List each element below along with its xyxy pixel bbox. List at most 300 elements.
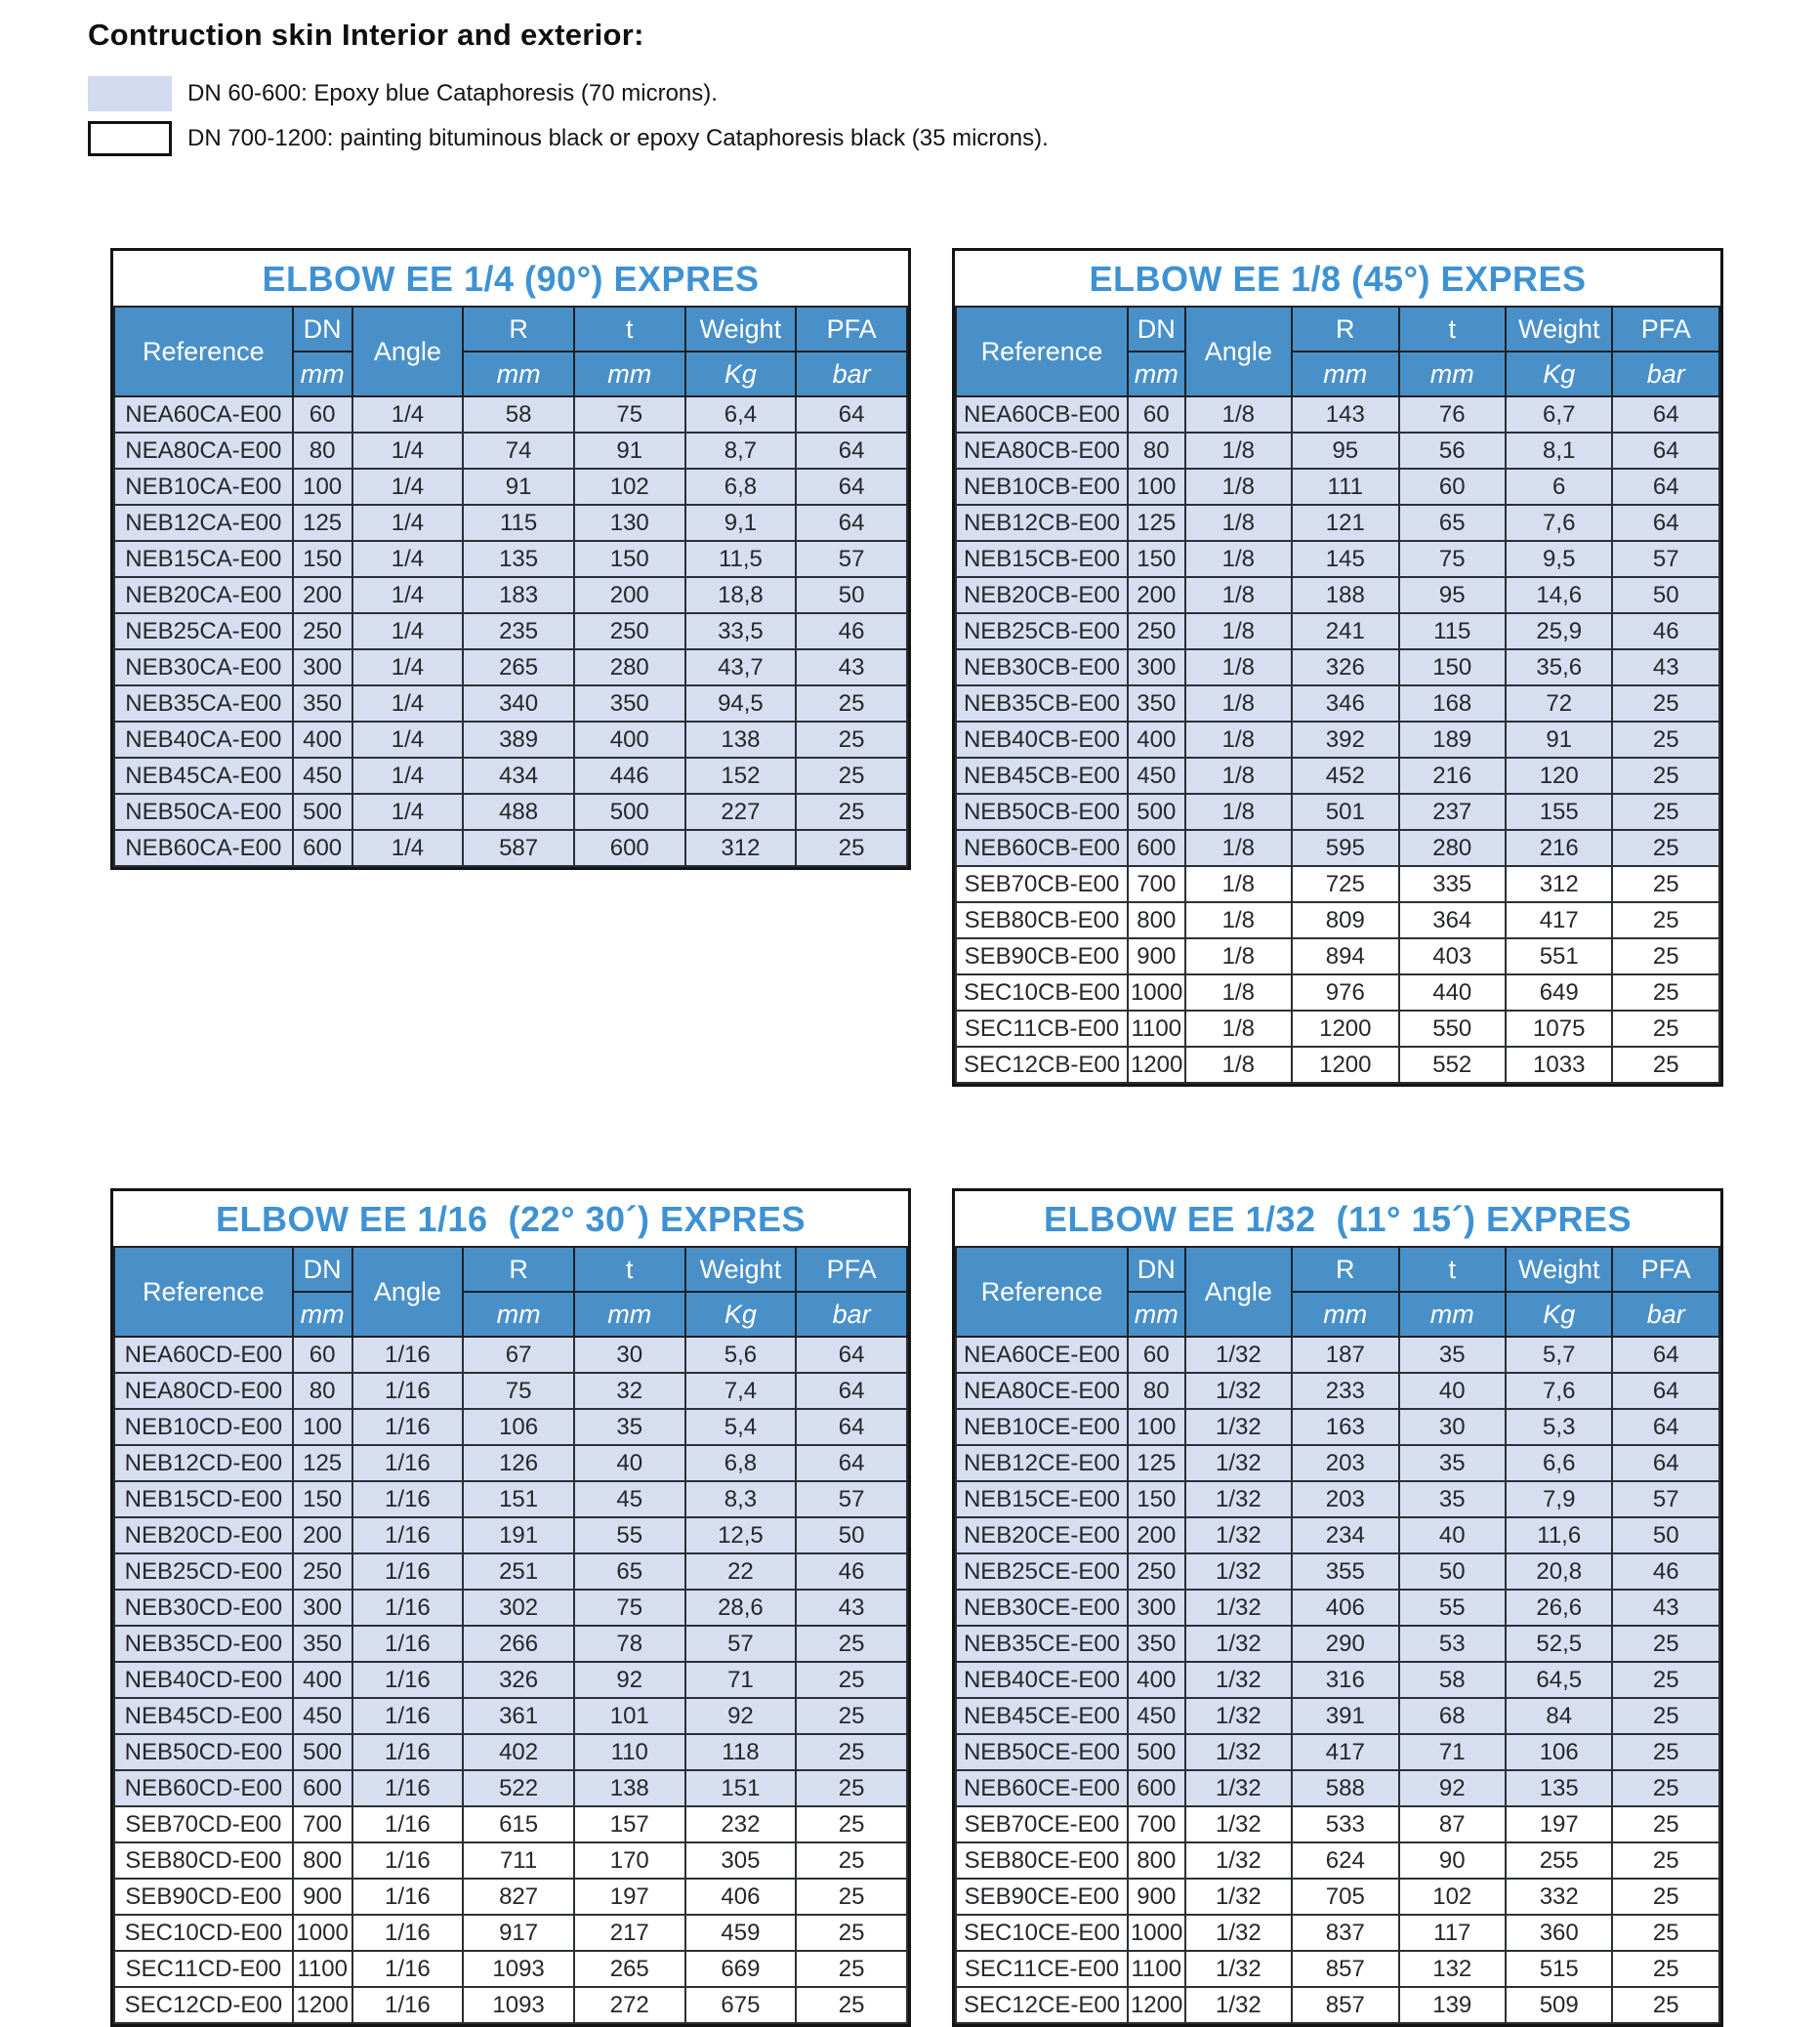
cell-weight: 312 — [685, 830, 797, 866]
cell-angle: 1/8 — [1185, 469, 1292, 505]
cell-pfa: 25 — [796, 1806, 907, 1842]
cell-weight: 649 — [1506, 974, 1612, 1011]
cell-r: 111 — [1292, 469, 1398, 505]
cell-weight: 18,8 — [685, 577, 797, 613]
cell-dn: 500 — [1128, 794, 1185, 830]
col-header-r: R — [463, 307, 574, 352]
cell-pfa: 25 — [1612, 938, 1719, 974]
table-row — [956, 1770, 1719, 1806]
col-unit-dn: mm — [1128, 352, 1185, 396]
cell-weight: 5,6 — [685, 1337, 797, 1373]
table-row — [114, 469, 907, 505]
table-row — [114, 1590, 907, 1626]
cell-r: 251 — [463, 1553, 574, 1590]
cell-t: 216 — [1399, 758, 1506, 794]
cell-t: 56 — [1399, 433, 1506, 469]
table-body — [956, 1337, 1719, 2023]
cell-t: 237 — [1399, 794, 1506, 830]
cell-pfa: 25 — [796, 1698, 907, 1734]
cell-reference: SEC11CB-E00 — [956, 1011, 1128, 1047]
cell-r: 976 — [1292, 974, 1398, 1011]
cell-angle: 1/32 — [1185, 1842, 1292, 1879]
table-row — [956, 505, 1719, 541]
cell-t: 350 — [574, 685, 685, 722]
cell-dn: 450 — [293, 1698, 352, 1734]
cell-weight: 6,4 — [685, 396, 797, 433]
cell-dn: 500 — [1128, 1734, 1185, 1770]
cell-weight: 197 — [1506, 1806, 1612, 1842]
cell-reference: NEB35CB-E00 — [956, 685, 1128, 722]
cell-dn: 1000 — [1128, 1915, 1185, 1951]
table-row — [114, 1481, 907, 1517]
cell-dn: 800 — [1128, 902, 1185, 938]
cell-reference: NEB10CA-E00 — [114, 469, 293, 505]
cell-weight: 135 — [1506, 1770, 1612, 1806]
cell-t: 170 — [574, 1842, 685, 1879]
cell-reference: NEB20CA-E00 — [114, 577, 293, 613]
cell-weight: 9,1 — [685, 505, 797, 541]
col-header-weight: Weight — [685, 1247, 797, 1292]
table-row — [114, 1373, 907, 1409]
col-header-t: t — [574, 307, 685, 352]
cell-t: 76 — [1399, 396, 1506, 433]
table-row — [956, 1590, 1719, 1626]
cell-dn: 250 — [293, 613, 352, 649]
cell-angle: 1/16 — [352, 1445, 464, 1481]
cell-r: 121 — [1292, 505, 1398, 541]
cell-reference: SEB80CB-E00 — [956, 902, 1128, 938]
cell-t: 115 — [1399, 613, 1506, 649]
cell-pfa: 25 — [1612, 1842, 1719, 1879]
cell-angle: 1/8 — [1185, 613, 1292, 649]
cell-pfa: 25 — [796, 1662, 907, 1698]
table-row — [956, 1734, 1719, 1770]
cell-t: 75 — [1399, 541, 1506, 577]
cell-angle: 1/4 — [352, 794, 464, 830]
cell-angle: 1/32 — [1185, 1553, 1292, 1590]
cell-reference: NEB25CB-E00 — [956, 613, 1128, 649]
cell-t: 35 — [1399, 1481, 1506, 1517]
cell-t: 440 — [1399, 974, 1506, 1011]
cell-angle: 1/8 — [1185, 938, 1292, 974]
cell-pfa: 64 — [796, 433, 907, 469]
table-row — [956, 1662, 1719, 1698]
cell-r: 135 — [463, 541, 574, 577]
cell-t: 110 — [574, 1734, 685, 1770]
table-row — [956, 577, 1719, 613]
cell-t: 95 — [1399, 577, 1506, 613]
table-row — [956, 1445, 1719, 1481]
table-title: ELBOW EE 1/16 (22° 30´) EXPRES — [215, 1199, 807, 1239]
cell-angle: 1/32 — [1185, 1698, 1292, 1734]
col-header-dn: DN — [293, 1247, 352, 1292]
cell-weight: 459 — [685, 1915, 797, 1951]
cell-dn: 900 — [293, 1879, 352, 1915]
cell-angle: 1/8 — [1185, 1047, 1292, 1083]
cell-t: 40 — [1399, 1517, 1506, 1553]
cell-reference: SEC10CD-E00 — [114, 1915, 293, 1951]
table-row — [956, 758, 1719, 794]
col-header-angle: Angle — [352, 1247, 464, 1337]
cell-weight: 138 — [685, 722, 797, 758]
cell-weight: 6,8 — [685, 469, 797, 505]
cell-angle: 1/8 — [1185, 866, 1292, 902]
col-unit-weight: Kg — [685, 352, 797, 396]
cell-r: 316 — [1292, 1662, 1398, 1698]
cell-r: 266 — [463, 1626, 574, 1662]
cell-weight: 551 — [1506, 938, 1612, 974]
cell-dn: 1100 — [1128, 1951, 1185, 1987]
cell-dn: 200 — [1128, 1517, 1185, 1553]
cell-reference: NEB12CA-E00 — [114, 505, 293, 541]
cell-pfa: 25 — [1612, 1047, 1719, 1083]
cell-dn: 100 — [1128, 469, 1185, 505]
col-unit-weight: Kg — [1506, 352, 1612, 396]
cell-pfa: 64 — [796, 396, 907, 433]
cell-t: 600 — [574, 830, 685, 866]
cell-reference: NEB30CE-E00 — [956, 1590, 1128, 1626]
cell-angle: 1/16 — [352, 1409, 464, 1445]
cell-angle: 1/16 — [352, 1337, 464, 1373]
cell-dn: 250 — [1128, 1553, 1185, 1590]
legend-item-white — [88, 119, 1820, 158]
cell-weight: 9,5 — [1506, 541, 1612, 577]
table-row — [956, 1626, 1719, 1662]
cell-weight: 8,3 — [685, 1481, 797, 1517]
cell-reference: NEA80CA-E00 — [114, 433, 293, 469]
cell-weight: 84 — [1506, 1698, 1612, 1734]
cell-dn: 1200 — [1128, 1987, 1185, 2023]
cell-dn: 300 — [293, 1590, 352, 1626]
cell-pfa: 25 — [1612, 1626, 1719, 1662]
cell-weight: 72 — [1506, 685, 1612, 722]
table-row — [114, 505, 907, 541]
table-row — [956, 1011, 1719, 1047]
cell-dn: 700 — [293, 1806, 352, 1842]
col-unit-r: mm — [463, 1292, 574, 1337]
cell-t: 40 — [1399, 1373, 1506, 1409]
table-row — [114, 1445, 907, 1481]
cell-reference: SEC10CB-E00 — [956, 974, 1128, 1011]
cell-pfa: 25 — [796, 1879, 907, 1915]
page-title: Contruction skin Interior and exterior: — [88, 18, 644, 52]
col-unit-pfa: bar — [1612, 1292, 1719, 1337]
cell-weight: 669 — [685, 1951, 797, 1987]
cell-dn: 350 — [293, 1626, 352, 1662]
cell-t: 364 — [1399, 902, 1506, 938]
cell-t: 500 — [574, 794, 685, 830]
cell-angle: 1/8 — [1185, 505, 1292, 541]
table-row — [114, 685, 907, 722]
table-row — [956, 1842, 1719, 1879]
cell-angle: 1/16 — [352, 1915, 464, 1951]
col-header-weight: Weight — [1506, 307, 1612, 352]
table-elbow-ee-1-32 — [952, 1188, 1723, 2027]
cell-weight: 515 — [1506, 1951, 1612, 1987]
cell-t: 87 — [1399, 1806, 1506, 1842]
cell-angle: 1/8 — [1185, 902, 1292, 938]
table-row — [114, 758, 907, 794]
cell-reference: NEB40CE-E00 — [956, 1662, 1128, 1698]
cell-r: 233 — [1292, 1373, 1398, 1409]
table-row — [956, 649, 1719, 685]
cell-reference: NEB30CD-E00 — [114, 1590, 293, 1626]
cell-weight: 25,9 — [1506, 613, 1612, 649]
cell-t: 78 — [574, 1626, 685, 1662]
cell-pfa: 57 — [1612, 541, 1719, 577]
cell-r: 522 — [463, 1770, 574, 1806]
table-row — [114, 722, 907, 758]
cell-pfa: 25 — [1612, 1011, 1719, 1047]
cell-angle: 1/32 — [1185, 1517, 1292, 1553]
cell-weight: 305 — [685, 1842, 797, 1879]
table-row — [114, 1951, 907, 1987]
cell-reference: NEB45CA-E00 — [114, 758, 293, 794]
table-row — [114, 1662, 907, 1698]
cell-angle: 1/8 — [1185, 541, 1292, 577]
cell-r: 91 — [463, 469, 574, 505]
cell-angle: 1/16 — [352, 1951, 464, 1987]
cell-pfa: 50 — [796, 577, 907, 613]
col-unit-weight: Kg — [1506, 1292, 1612, 1337]
cell-pfa: 25 — [796, 758, 907, 794]
cell-angle: 1/4 — [352, 613, 464, 649]
cell-reference: NEA80CE-E00 — [956, 1373, 1128, 1409]
cell-r: 837 — [1292, 1915, 1398, 1951]
table-row — [956, 1806, 1719, 1842]
cell-t: 157 — [574, 1806, 685, 1842]
cell-r: 143 — [1292, 396, 1398, 433]
cell-weight: 120 — [1506, 758, 1612, 794]
table-row — [956, 1337, 1719, 1373]
table-row — [114, 1770, 907, 1806]
cell-dn: 350 — [293, 685, 352, 722]
cell-dn: 150 — [293, 1481, 352, 1517]
cell-t: 75 — [574, 1590, 685, 1626]
table-row — [956, 1698, 1719, 1734]
col-header-t: t — [1399, 1247, 1506, 1292]
cell-pfa: 25 — [1612, 974, 1719, 1011]
table-row — [956, 722, 1719, 758]
table-row — [114, 830, 907, 866]
cell-weight: 118 — [685, 1734, 797, 1770]
cell-reference: NEB45CE-E00 — [956, 1698, 1128, 1734]
col-header-weight: Weight — [685, 307, 797, 352]
cell-dn: 1200 — [1128, 1047, 1185, 1083]
cell-reference: NEB12CE-E00 — [956, 1445, 1128, 1481]
cell-reference: SEB90CE-E00 — [956, 1879, 1128, 1915]
cell-dn: 300 — [293, 649, 352, 685]
cell-t: 132 — [1399, 1951, 1506, 1987]
cell-weight: 92 — [685, 1698, 797, 1734]
spec-table — [113, 306, 908, 867]
table-row — [956, 830, 1719, 866]
cell-dn: 60 — [293, 1337, 352, 1373]
cell-r: 302 — [463, 1590, 574, 1626]
col-unit-pfa: bar — [796, 1292, 907, 1337]
table-row — [956, 685, 1719, 722]
cell-angle: 1/4 — [352, 758, 464, 794]
cell-t: 91 — [574, 433, 685, 469]
table-row — [956, 938, 1719, 974]
cell-reference: NEB10CB-E00 — [956, 469, 1128, 505]
cell-dn: 100 — [293, 1409, 352, 1445]
cell-r: 402 — [463, 1734, 574, 1770]
cell-pfa: 43 — [796, 1590, 907, 1626]
cell-weight: 91 — [1506, 722, 1612, 758]
cell-r: 501 — [1292, 794, 1398, 830]
cell-pfa: 25 — [796, 1734, 907, 1770]
cell-dn: 1000 — [1128, 974, 1185, 1011]
cell-r: 488 — [463, 794, 574, 830]
cell-r: 595 — [1292, 830, 1398, 866]
cell-reference: SEB80CE-E00 — [956, 1842, 1128, 1879]
col-header-weight: Weight — [1506, 1247, 1612, 1292]
cell-pfa: 64 — [1612, 433, 1719, 469]
cell-r: 346 — [1292, 685, 1398, 722]
cell-angle: 1/8 — [1185, 722, 1292, 758]
cell-r: 235 — [463, 613, 574, 649]
cell-weight: 6,8 — [685, 1445, 797, 1481]
table-body — [114, 1337, 907, 2023]
cell-r: 234 — [1292, 1517, 1398, 1553]
cell-reference: NEB50CA-E00 — [114, 794, 293, 830]
cell-angle: 1/16 — [352, 1553, 464, 1590]
cell-reference: NEB30CA-E00 — [114, 649, 293, 685]
cell-pfa: 50 — [1612, 1517, 1719, 1553]
cell-angle: 1/16 — [352, 1879, 464, 1915]
cell-r: 917 — [463, 1915, 574, 1951]
cell-weight: 6,6 — [1506, 1445, 1612, 1481]
cell-pfa: 64 — [1612, 1337, 1719, 1373]
cell-dn: 1100 — [293, 1951, 352, 1987]
cell-reference: SEB70CE-E00 — [956, 1806, 1128, 1842]
cell-r: 326 — [463, 1662, 574, 1698]
cell-pfa: 64 — [1612, 396, 1719, 433]
table-row — [114, 1987, 907, 2023]
cell-reference: NEB40CB-E00 — [956, 722, 1128, 758]
cell-angle: 1/16 — [352, 1698, 464, 1734]
cell-angle: 1/16 — [352, 1987, 464, 2023]
cell-dn: 250 — [293, 1553, 352, 1590]
cell-dn: 60 — [1128, 1337, 1185, 1373]
cell-t: 130 — [574, 505, 685, 541]
cell-angle: 1/32 — [1185, 1915, 1292, 1951]
cell-weight: 14,6 — [1506, 577, 1612, 613]
cell-t: 552 — [1399, 1047, 1506, 1083]
cell-weight: 6 — [1506, 469, 1612, 505]
cell-pfa: 25 — [1612, 1915, 1719, 1951]
cell-dn: 900 — [1128, 1879, 1185, 1915]
cell-reference: NEA60CE-E00 — [956, 1337, 1128, 1373]
cell-t: 65 — [1399, 505, 1506, 541]
cell-r: 183 — [463, 577, 574, 613]
table-title: ELBOW EE 1/4 (90°) EXPRES — [262, 259, 760, 299]
cell-t: 168 — [1399, 685, 1506, 722]
cell-pfa: 50 — [1612, 577, 1719, 613]
cell-weight: 7,4 — [685, 1373, 797, 1409]
col-header-dn: DN — [1128, 1247, 1185, 1292]
cell-reference: SEC11CE-E00 — [956, 1951, 1128, 1987]
tables-grid — [110, 248, 1820, 2027]
cell-r: 588 — [1292, 1770, 1398, 1806]
cell-weight: 33,5 — [685, 613, 797, 649]
cell-r: 624 — [1292, 1842, 1398, 1879]
cell-t: 197 — [574, 1879, 685, 1915]
cell-r: 187 — [1292, 1337, 1398, 1373]
cell-dn: 80 — [293, 1373, 352, 1409]
cell-r: 857 — [1292, 1951, 1398, 1987]
cell-reference: SEC12CE-E00 — [956, 1987, 1128, 2023]
cell-dn: 500 — [293, 1734, 352, 1770]
cell-t: 35 — [1399, 1337, 1506, 1373]
cell-dn: 400 — [293, 722, 352, 758]
cell-dn: 60 — [1128, 396, 1185, 433]
cell-reference: SEC10CE-E00 — [956, 1915, 1128, 1951]
cell-weight: 360 — [1506, 1915, 1612, 1951]
cell-weight: 5,4 — [685, 1409, 797, 1445]
legend-item-blue — [88, 74, 1820, 113]
col-unit-r: mm — [1292, 352, 1398, 396]
cell-reference: NEB35CE-E00 — [956, 1626, 1128, 1662]
cell-reference: NEB50CE-E00 — [956, 1734, 1128, 1770]
col-unit-dn: mm — [1128, 1292, 1185, 1337]
cell-pfa: 25 — [796, 1626, 907, 1662]
cell-dn: 1000 — [293, 1915, 352, 1951]
cell-weight: 5,3 — [1506, 1409, 1612, 1445]
white-color-swatch — [88, 121, 172, 156]
cell-r: 115 — [463, 505, 574, 541]
cell-angle: 1/32 — [1185, 1951, 1292, 1987]
cell-t: 32 — [574, 1373, 685, 1409]
col-header-angle: Angle — [1185, 1247, 1292, 1337]
cell-reference: NEB30CB-E00 — [956, 649, 1128, 685]
cell-dn: 125 — [1128, 505, 1185, 541]
cell-r: 1200 — [1292, 1011, 1398, 1047]
cell-dn: 900 — [1128, 938, 1185, 974]
table-row — [956, 1517, 1719, 1553]
table-row — [114, 1517, 907, 1553]
cell-reference: NEB35CA-E00 — [114, 685, 293, 722]
cell-r: 406 — [1292, 1590, 1398, 1626]
cell-dn: 1100 — [1128, 1011, 1185, 1047]
cell-weight: 151 — [685, 1770, 797, 1806]
cell-weight: 406 — [685, 1879, 797, 1915]
col-unit-pfa: bar — [1612, 352, 1719, 396]
cell-weight: 12,5 — [685, 1517, 797, 1553]
cell-angle: 1/16 — [352, 1626, 464, 1662]
cell-t: 265 — [574, 1951, 685, 1987]
cell-weight: 227 — [685, 794, 797, 830]
cell-angle: 1/32 — [1185, 1373, 1292, 1409]
cell-r: 67 — [463, 1337, 574, 1373]
cell-t: 71 — [1399, 1734, 1506, 1770]
cell-reference: NEB40CD-E00 — [114, 1662, 293, 1698]
cell-pfa: 25 — [1612, 830, 1719, 866]
cell-pfa: 64 — [796, 1373, 907, 1409]
cell-dn: 350 — [1128, 1626, 1185, 1662]
cell-r: 391 — [1292, 1698, 1398, 1734]
table-title: ELBOW EE 1/32 (11° 15´) EXPRES — [1043, 1199, 1633, 1239]
table-row — [956, 1481, 1719, 1517]
cell-t: 138 — [574, 1770, 685, 1806]
cell-angle: 1/4 — [352, 577, 464, 613]
col-unit-r: mm — [463, 352, 574, 396]
cell-dn: 450 — [1128, 1698, 1185, 1734]
cell-angle: 1/8 — [1185, 649, 1292, 685]
cell-weight: 26,6 — [1506, 1590, 1612, 1626]
cell-dn: 700 — [1128, 866, 1185, 902]
